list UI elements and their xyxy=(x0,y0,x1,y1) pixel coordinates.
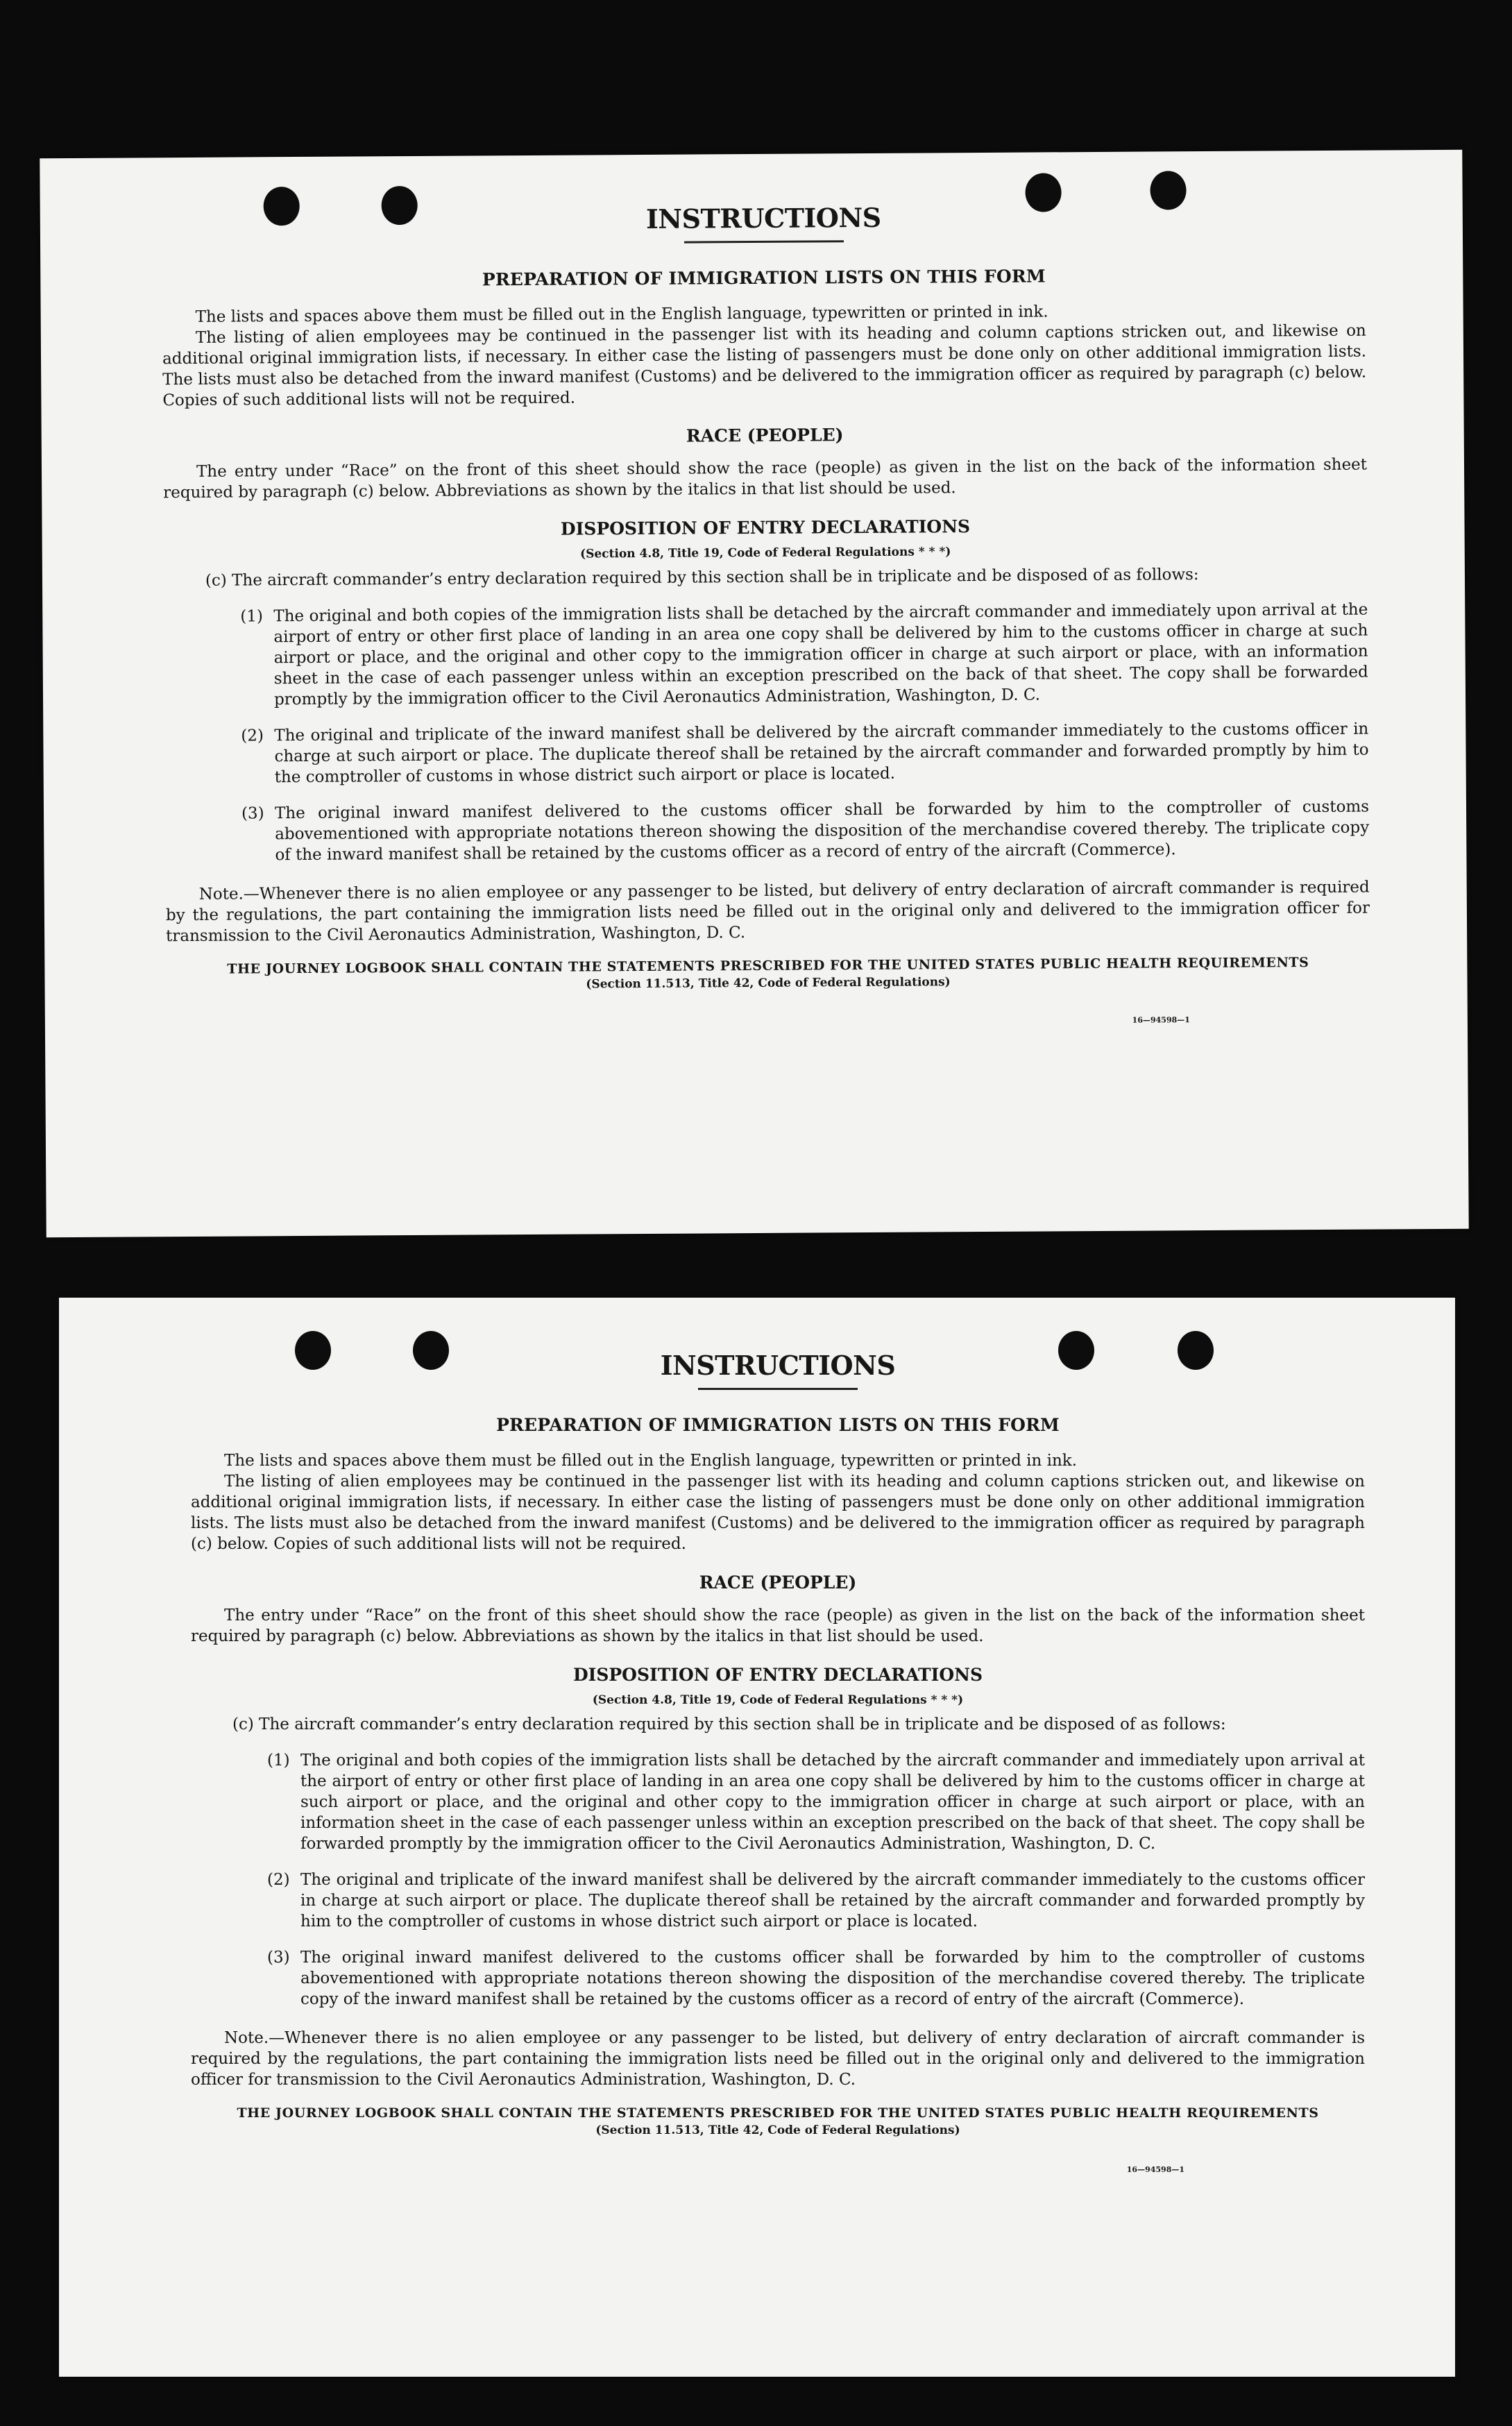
list-item xyxy=(241,797,1370,866)
item-text: The original and triplicate of the inward manifest shall be delivered by the aircraft commander immediately to the customs officer in charge at such airport or place. The duplicate thereof shall be retained by the aircraft commander and forwarded promptly by him to the comptroller of customs in whose district such airport or place is located. xyxy=(300,1871,1365,1931)
footer-citation: (Section 11.513, Title 42, Code of Federal Regulations) xyxy=(595,2123,960,2137)
note-paragraph: Note.—Whenever there is no alien employee or any passenger to be listed, but delivery of entry declaration of aircraft commander is required by the regulations, the part containing the immigration lists need be filled out in the original only and delivered to the immigration officer for transmission to the Civil Aeronautics Administration, Washington, D. C. xyxy=(191,2029,1365,2089)
section-heading-preparation: PREPARATION OF IMMIGRATION LISTS ON THIS FORM xyxy=(496,1415,1060,1435)
section-heading-race: RACE (PEOPLE) xyxy=(699,1572,857,1593)
list-item xyxy=(240,600,1368,711)
note-paragraph: Note.—Whenever there is no alien employee or any passenger to be listed, but delivery of entry declaration of aircraft commander is required by the regulations, the part containing the immigration lists need be filled out in the original only and delivered to the immigration officer for transmission to the Civil Aeronautics Administration, Washington, D. C. xyxy=(165,878,1370,946)
item-text: The original inward manifest delivered to the customs officer shall be forwarded by him to the comptroller of customs abovementioned with appropriate notations thereon showing the disposition of the merchandise covered thereby. The triplicate copy of the inward manifest shall be retained by the customs officer as a record of entry of the aircraft (Commerce). xyxy=(300,1949,1365,2008)
sheet-content xyxy=(59,1298,1455,2174)
section-heading-race: RACE (PEOPLE) xyxy=(686,425,844,446)
instruction-sheet-top xyxy=(40,150,1468,1237)
item-number: (3) xyxy=(267,1949,290,1967)
section-heading-disposition: DISPOSITION OF ENTRY DECLARATIONS xyxy=(572,1665,983,1685)
section-heading-preparation: PREPARATION OF IMMIGRATION LISTS ON THIS FORM xyxy=(482,266,1046,290)
item-text: The original inward manifest delivered to the customs officer shall be forwarded by him to the comptroller of customs abovementioned with appropriate notations thereon showing the disposition of the merchandise covered thereby. The triplicate copy of the inward manifest shall be retained by the customs officer as a record of entry of the aircraft (Commerce). xyxy=(274,797,1370,865)
paragraph-c: (c) The aircraft commander’s entry declaration required by this section shall be in triplicate and be disposed of as follows: xyxy=(205,566,1199,590)
section-citation: (Section 4.8, Title 19, Code of Federal Regulations * * *) xyxy=(580,545,951,561)
instruction-sheet-bottom xyxy=(59,1298,1455,2377)
paragraph-alien-employees: The listing of alien employees may be continued in the passenger list with its heading and column captions stricken out, and likewise on additional original immigration lists, if necessary. In either case the listing of passengers must be done only on other additional immigration lists. The lists must also be detached from the inward manifest (Customs) and be delivered to the immigration officer as required by paragraph (c) below. Copies of such additional lists will not be required. xyxy=(162,321,1367,410)
item-text: The original and both copies of the immigration lists shall be detached by the aircraft commander and immediately upon arrival at the airport of entry or other first place of landing in an area one copy shall be delivered by him to the customs officer in charge at such airport or place, and the original and other copy to the immigration officer in charge at such airport or place, with an information sheet in the case of each passenger unless within an exception prescribed on the back of that sheet. The copy shall be forwarded promptly by the immigration officer to the Civil Aeronautics Administration, Washington, D. C. xyxy=(273,600,1368,709)
paragraph-lists: The lists and spaces above them must be filled out in the English language, typewritten or printed in ink. xyxy=(195,303,1048,326)
form-number: 16—94598—1 xyxy=(1132,1015,1190,1025)
paragraph-race: The entry under “Race” on the front of this sheet should show the race (people) as given in the list on the back of the information sheet required by paragraph (c) below. Abbreviations as shown by the italics in that list should be used. xyxy=(163,455,1368,502)
item-text: The original and triplicate of the inward manifest shall be delivered by the aircraft commander immediately to the customs officer in charge at such airport or place. The duplicate thereof shall be retained by the aircraft commander and forwarded promptly by him to the comptroller of customs in whose district such airport or place is located. xyxy=(274,720,1369,787)
form-number: 16—94598—1 xyxy=(1126,2165,1184,2174)
sheet-content xyxy=(40,150,1468,1031)
footer-requirement: THE JOURNEY LOGBOOK SHALL CONTAIN THE STATEMENTS PRESCRIBED FOR THE UNITED STATES PUBLIC HEALTH REQUIREMENTS xyxy=(227,955,1309,977)
item-number: (3) xyxy=(241,804,264,823)
item-number: (2) xyxy=(267,1871,290,1889)
item-number: (1) xyxy=(267,1751,290,1770)
paragraph-lists: The lists and spaces above them must be filled out in the English language, typewritten or printed in ink. xyxy=(224,1452,1078,1470)
item-text: The original and both copies of the immigration lists shall be detached by the aircraft commander and immediately upon arrival at the airport of entry or other first place of landing in an area one copy shall be delivered by him to the customs officer in charge at such airport or place, and the original and other copy to the immigration officer in charge at such airport or place, with an information sheet in the case of each passenger unless within an exception prescribed on the back of that sheet. The copy shall be forwarded promptly by the immigration officer to the Civil Aeronautics Administration, Washington, D. C. xyxy=(300,1751,1365,1853)
section-citation: (Section 4.8, Title 19, Code of Federal Regulations * * *) xyxy=(592,1693,964,1707)
paragraph-c: (c) The aircraft commander’s entry declaration required by this section shall be in triplicate and be disposed of as follows: xyxy=(232,1715,1226,1733)
list-item xyxy=(241,719,1369,788)
page-title: INSTRUCTIONS xyxy=(645,201,881,235)
title-rule xyxy=(698,1388,858,1390)
item-number: (1) xyxy=(240,607,263,626)
paragraph-alien-employees: The listing of alien employees may be continued in the passenger list with its heading and column captions stricken out, and likewise on additional original immigration lists, if necessary. In either case the listing of passengers must be done only on other additional immigration lists. The lists must also be detached from the inward manifest (Customs) and be delivered to the immigration officer as required by paragraph (c) below. Copies of such additional lists will not be required. xyxy=(191,1473,1365,1553)
section-heading-disposition: DISPOSITION OF ENTRY DECLARATIONS xyxy=(560,516,971,539)
paragraph-race: The entry under “Race” on the front of this sheet should show the race (people) as given in the list on the back of the information sheet required by paragraph (c) below. Abbreviations as shown by the italics in that list should be used. xyxy=(191,1606,1365,1645)
item-number: (2) xyxy=(241,727,264,745)
list-item xyxy=(267,1750,1365,1854)
list-item xyxy=(267,1869,1365,1932)
footer-citation: (Section 11.513, Title 42, Code of Federal Regulations) xyxy=(586,975,951,992)
list-item xyxy=(267,1947,1365,2010)
title-rule xyxy=(684,240,844,243)
footer-requirement: THE JOURNEY LOGBOOK SHALL CONTAIN THE STATEMENTS PRESCRIBED FOR THE UNITED STATES PUBLIC HEALTH REQUIREMENTS xyxy=(237,2105,1319,2121)
page-title: INSTRUCTIONS xyxy=(660,1350,896,1381)
